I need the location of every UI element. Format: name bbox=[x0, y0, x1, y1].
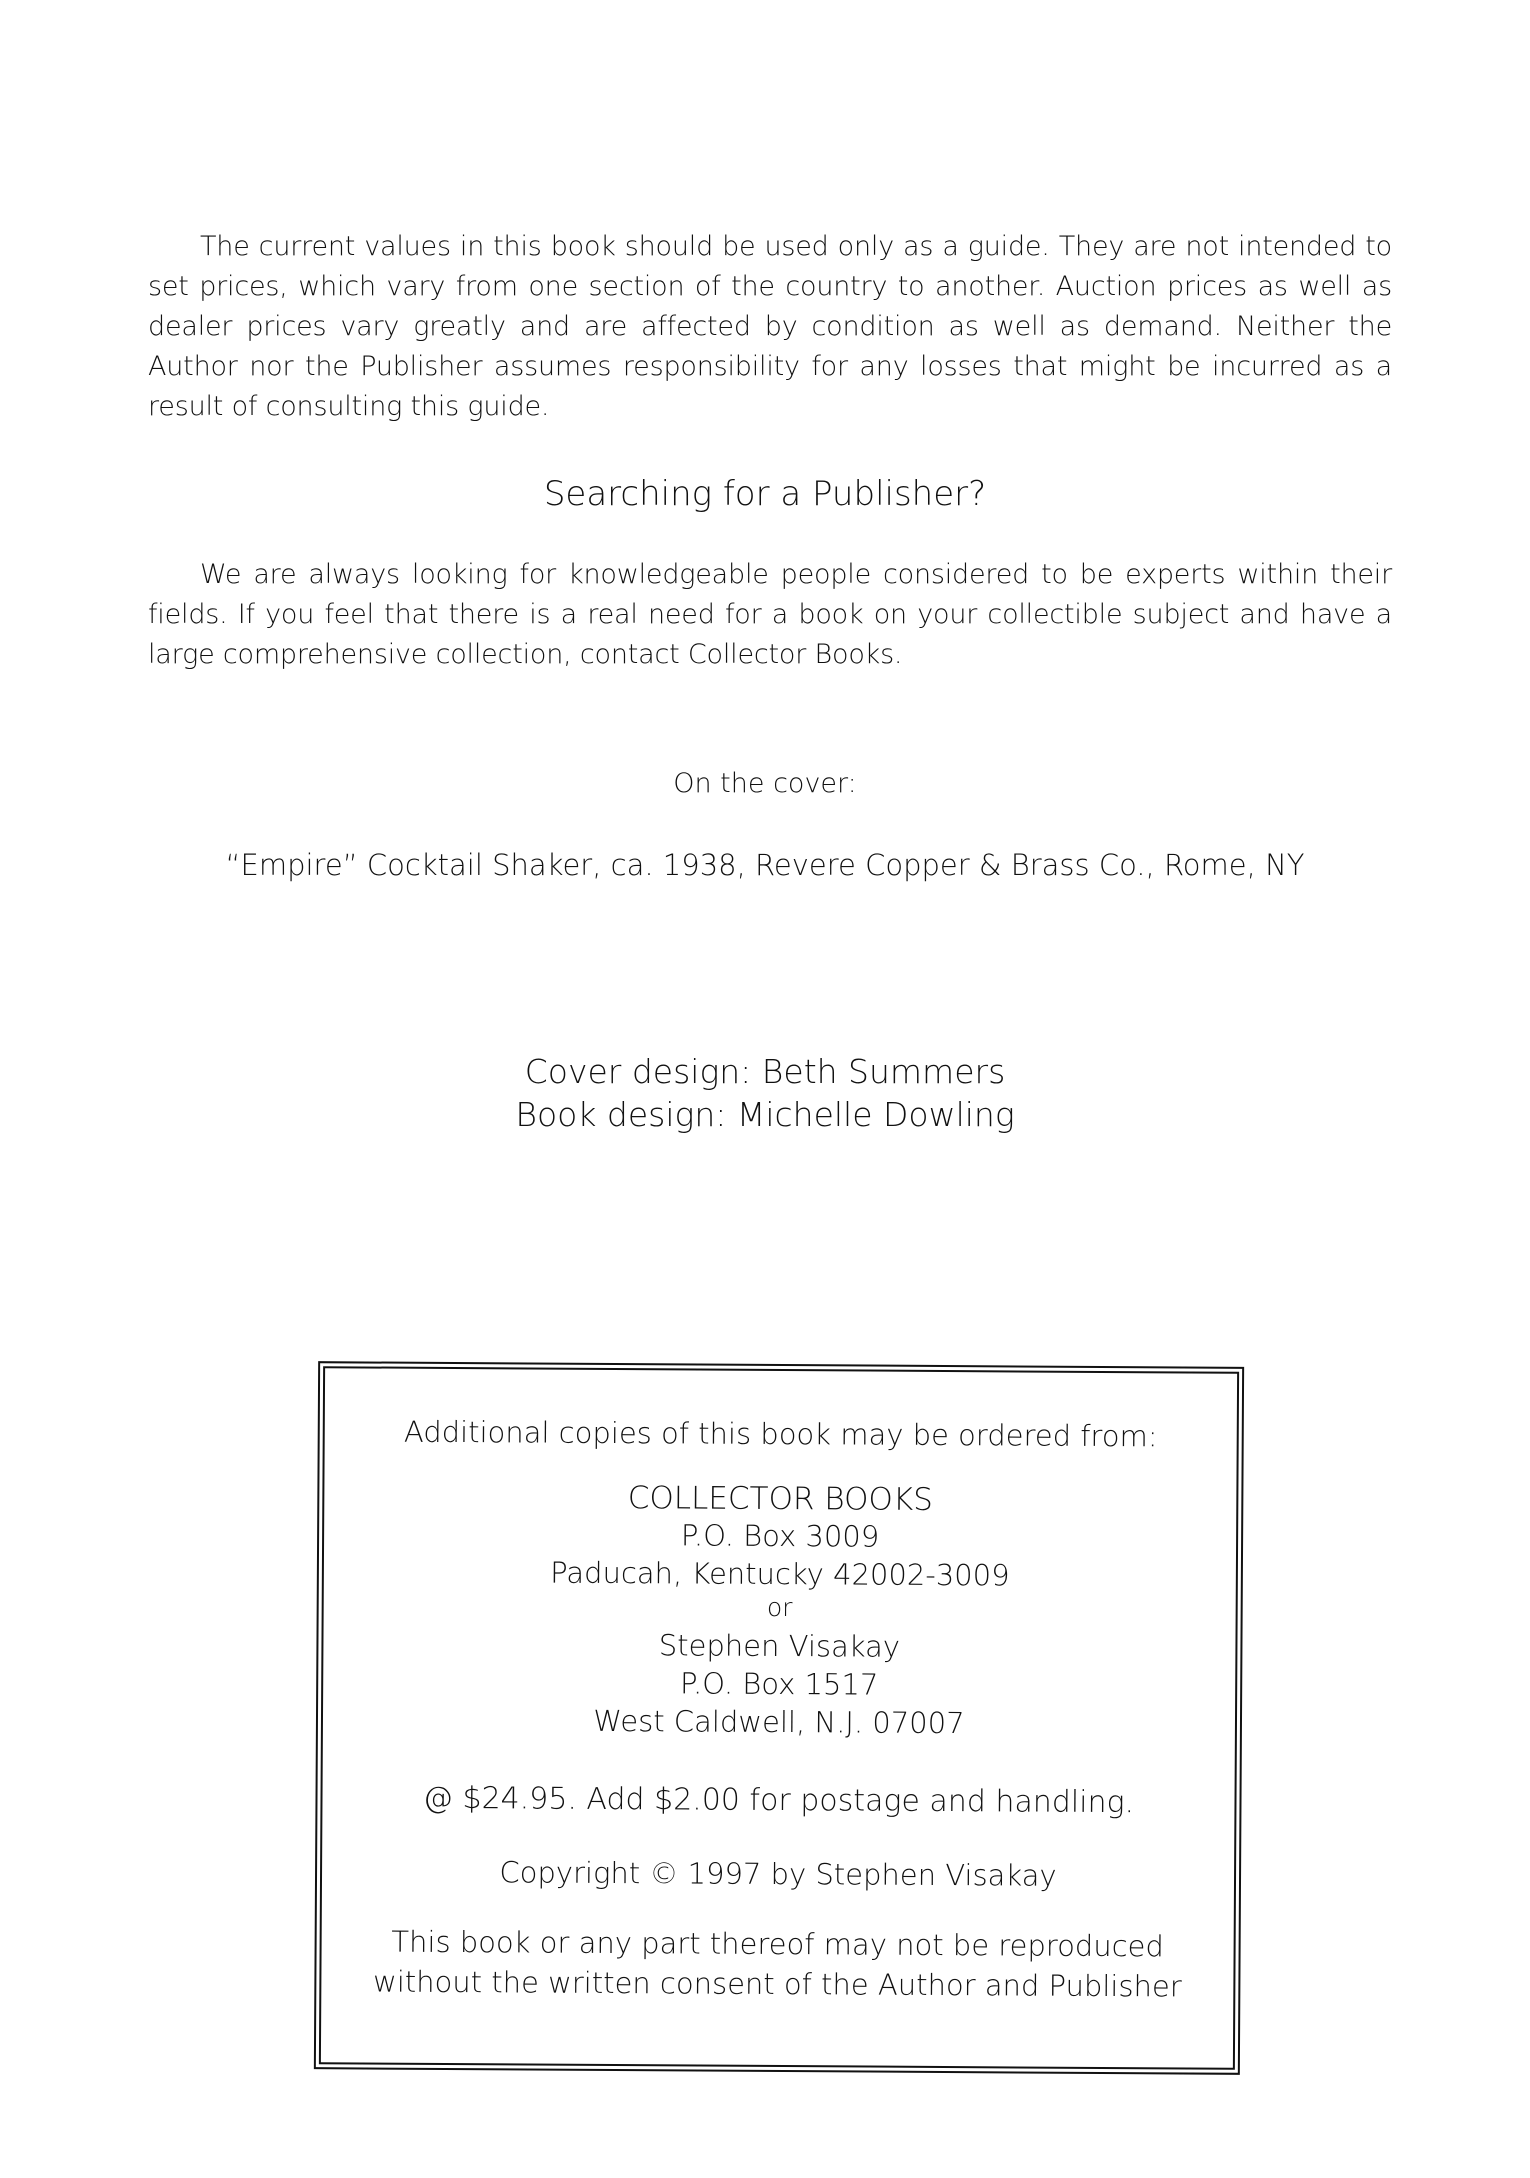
cover-description: “Empire” Cocktail Shaker, ca. 1938, Revere Copper & Brass Co., Rome, NY bbox=[225, 848, 1305, 882]
author-name: Stephen Visakay bbox=[658, 1628, 901, 1664]
copyright-line: Copyright © 1997 by Stephen Visakay bbox=[499, 1855, 1057, 1893]
author-po-box: P.O. Box 1517 bbox=[679, 1666, 879, 1702]
order-intro: Additional copies of this book may be ordered from: bbox=[403, 1414, 1158, 1454]
publisher-po-box: P.O. Box 3009 bbox=[680, 1518, 880, 1554]
or-separator: or bbox=[766, 1592, 793, 1623]
price-disclaimer-paragraph: The current values in this book should be used only as a guide. They are not intended to set prices, which vary from one section of the country to another. Auction prices as well as dealer prices vary greatly and are affected by condition as well as demand. Neither the Author nor the Publisher assumes responsibility for any losses that might be incurred as a result of consulting this guide. bbox=[148, 231, 1392, 422]
publisher-city: Paducah, Kentucky 42002-3009 bbox=[550, 1555, 1010, 1593]
rights-line-2: without the written consent of the Author and Publisher bbox=[372, 1964, 1182, 2004]
rights-line-1: This book or any part thereof may not be reproduced bbox=[391, 1924, 1164, 1964]
publisher-heading: Searching for a Publisher? bbox=[543, 474, 987, 514]
price-line: @ $24.95. Add $2.00 for postage and handling. bbox=[422, 1780, 1135, 1821]
cover-label: On the cover: bbox=[673, 768, 857, 799]
book-design-credit: Book design: Michelle Dowling bbox=[515, 1095, 1015, 1134]
order-info-box bbox=[314, 1361, 1244, 2075]
cover-design-credit: Cover design: Beth Summers bbox=[524, 1052, 1006, 1091]
publisher-paragraph: We are always looking for knowledgeable people considered to be experts within their fields. If you feel that there is a real need for a book on your collectible subject and have a large comprehensive collection, contact Collector Books. bbox=[148, 559, 1392, 670]
publisher-name: COLLECTOR BOOKS bbox=[627, 1480, 934, 1518]
author-city: West Caldwell, N.J. 07007 bbox=[593, 1703, 965, 1741]
